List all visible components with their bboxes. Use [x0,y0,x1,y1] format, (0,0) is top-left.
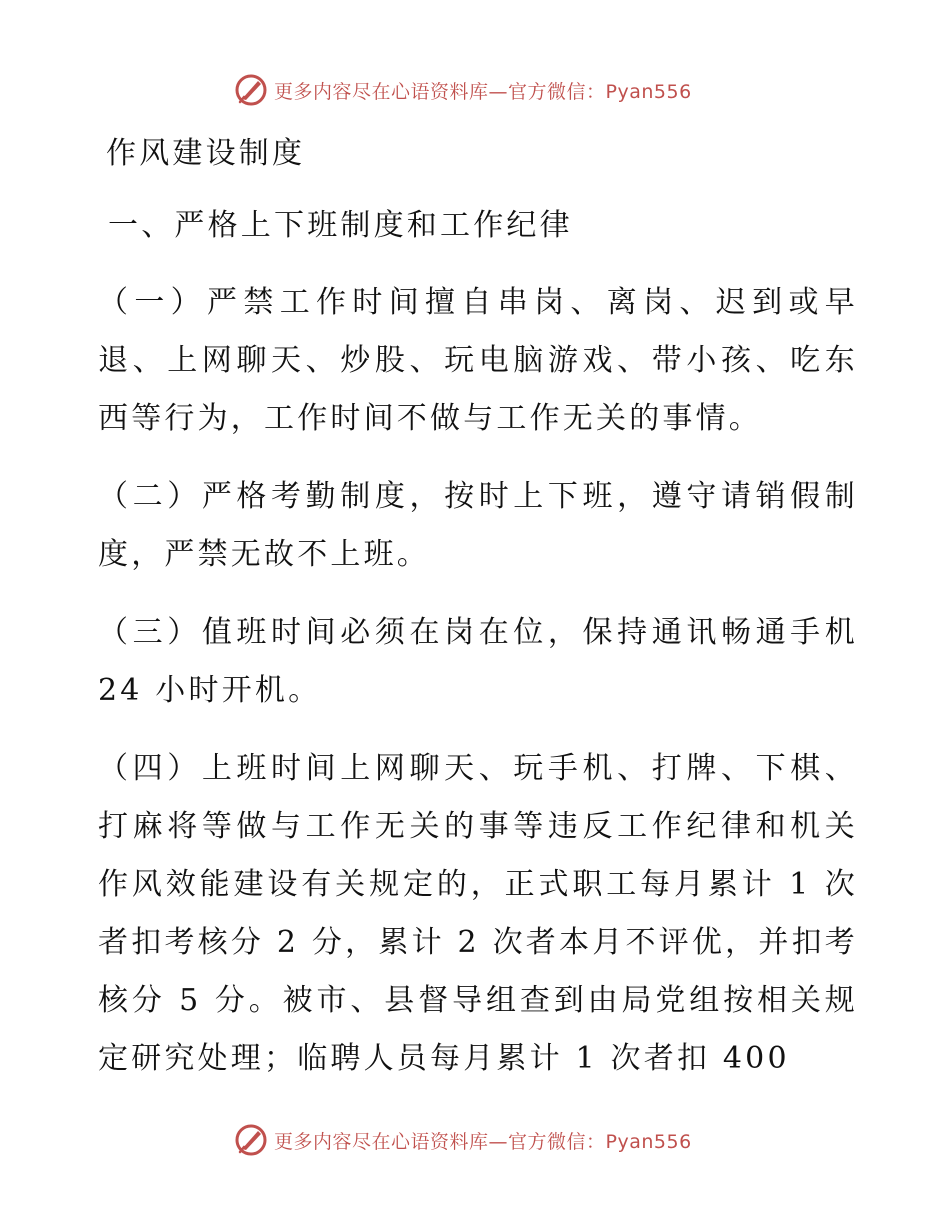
header-watermark [234,72,692,108]
section-heading: 一、严格上下班制度和工作纪律 [108,208,573,243]
paragraph-2: （二）严格考勤制度，按时上下班，遵守请销假制度，严禁无故不上班。 [98,479,858,572]
watermark-text: 更多内容尽在心语资料库—官方微信：Pyan556 [274,1130,692,1153]
footer-watermark [234,1122,692,1158]
quill-pen-icon [234,1123,268,1157]
paragraph-3: （三）值班时间必须在岗在位，保持通讯畅通手机 24 小时开机。 [98,615,858,708]
watermark-text: 更多内容尽在心语资料库—官方微信：Pyan556 [274,80,692,103]
paragraph-4: （四）上班时间上网聊天、玩手机、打牌、下棋、打麻将等做与工作无关的事等违反工作纪律和机关作风效能建设有关规定的，正式职工每月累计 1 次者扣考核分 2 分，累计 2 次者本月不评优，并扣考核分 5 分。被市、县督导组查到由局党组按相关规定研究处理；临聘人员每月累计 1 次者扣 400 [98,751,858,1076]
document-title: 作风建设制度 [106,136,306,171]
quill-pen-icon [234,73,268,107]
document-body [98,118,858,1088]
paragraph-1: （一）严禁工作时间擅自串岗、离岗、迟到或早退、上网聊天、炒股、玩电脑游戏、带小孩、吃东西等行为，工作时间不做与工作无关的事情。 [98,285,858,436]
